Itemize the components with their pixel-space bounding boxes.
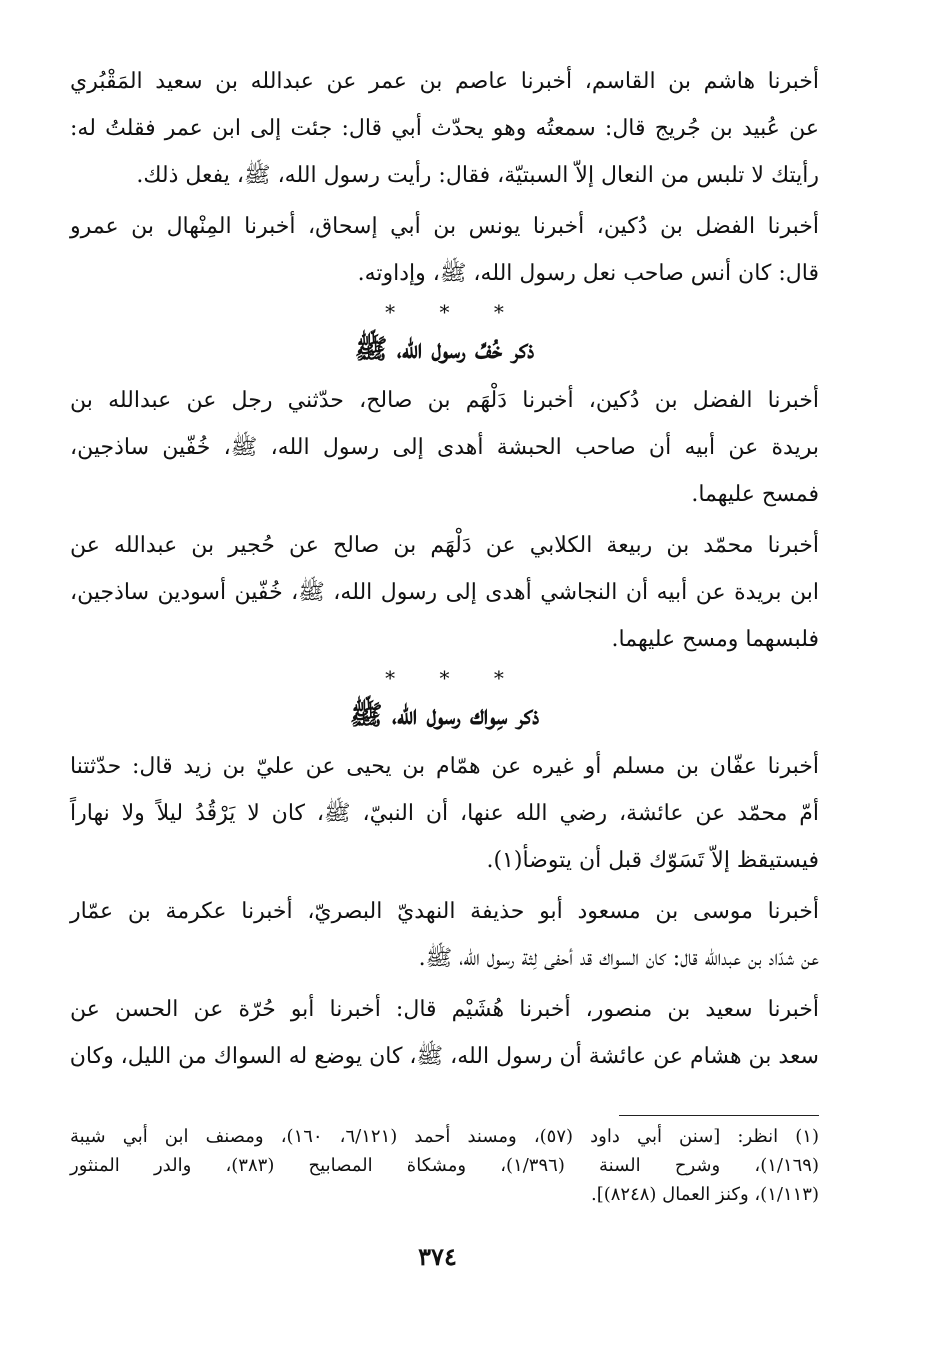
text-line: أخبرنا الفضل بن دُكين، أخبرنا يونس بن أبي إسحاق، أخبرنا المِنْهال بن عمرو	[70, 214, 819, 239]
paragraph-6	[70, 888, 819, 982]
paragraph-3	[70, 377, 819, 518]
footnote	[70, 1122, 819, 1209]
text-line: رأيتك لا تلبس من النعال إلاّ السبتيّة، فقال: رأيت رسول الله، ﷺ، يفعل ذلك.	[136, 163, 819, 188]
text-line: فلبسهما ومسح عليهما.	[611, 627, 819, 652]
paragraph-1	[70, 58, 819, 199]
text-line: بريدة عن أبيه أن صاحب الحبشة أهدى إلى رسول الله، ﷺ، خُفّين ساذجين،	[70, 435, 819, 460]
paragraph-7	[70, 986, 819, 1080]
text-line: أخبرنا محمّد بن ربيعة الكلابي عن دَلْهَم بن صالح عن حُجير بن عبدالله عن	[70, 533, 819, 558]
text-line: فيستيقظ إلاّ تَسَوّك قبل أن يتوضأ(١).	[486, 848, 819, 873]
section-heading-siwak: ذكر سِواك رسول الله، ﷺ	[349, 700, 540, 731]
footnote-line: (١/١١٣)، وكنز العمال (٨٢٤٨)].	[590, 1184, 819, 1205]
text-line: أخبرنا سعيد بن منصور، أخبرنا هُشَيْم قال: أخبرنا أبو حُرّة عن الحسن عن	[70, 997, 819, 1022]
text-line: سعد بن هشام عن عائشة أن رسول الله، ﷺ، كان يوضع له السواك من الليل، وكان	[69, 1044, 819, 1069]
page-body	[70, 58, 819, 1080]
paragraph-5	[70, 743, 819, 884]
text-line: عن شدّاد بن عبدالله قال: كان السواك قد أحفى لِثة رسول الله، ﷺ.	[418, 946, 819, 971]
text-line: أمّ محمّد عن عائشة، رضي الله عنها، أن النبيّ، ﷺ، كان لا يَرْقُدُ ليلاً ولا نهاراً	[70, 801, 819, 826]
text-line: أخبرنا عفّان بن مسلم أو غيره عن همّام بن يحيى عن عليّ بن زيد قال: حدّثتنا	[70, 754, 819, 779]
text-line: أخبرنا الفضل بن دُكين، أخبرنا دَلْهَم بن صالح، حدّثني رجل عن عبدالله بن	[70, 388, 819, 413]
footnote-divider	[619, 1115, 819, 1116]
text-line: فمسح عليهما.	[691, 482, 819, 507]
text-line: أخبرنا موسى بن مسعود أبو حذيفة النهديّ البصريّ، أخبرنا عكرمة بن عمّار	[70, 899, 819, 924]
text-line: قال: كان أنس صاحب نعل رسول الله، ﷺ، وإداوته.	[357, 261, 819, 286]
footnote-line: (١/١٦٩)، وشرح السنة (١/٣٩٦)، ومشكاة المصابيح (٣٨٣)، والدر المنثور	[70, 1155, 819, 1176]
section-divider-stars: * * *	[385, 666, 504, 690]
section-divider-stars: * * *	[385, 300, 504, 324]
paragraph-2	[70, 203, 819, 297]
section-heading-khuff: ذكر خُفِّ رسول الله، ﷺ	[354, 334, 535, 365]
text-line: أخبرنا هاشم بن القاسم، أخبرنا عاصم بن عمر عن عبدالله بن سعيد المَقْبُري	[70, 69, 819, 94]
text-line: ابن بريدة عن أبيه أن النجاشي أهدى إلى رسول الله، ﷺ، خُفّين أسودين ساذجين،	[70, 580, 819, 605]
page-number: ٣٧٤	[418, 1242, 457, 1271]
paragraph-4	[70, 522, 819, 663]
footnote-line: (١) انظر: [سنن أبي داود (٥٧)، ومسند أحمد (٦/١٢١، ١٦٠)، ومصنف ابن أبي شيبة	[70, 1126, 819, 1147]
text-line: عن عُبيد بن جُريج قال: سمعتُه وهو يحدّث أبي قال: جئت إلى ابن عمر فقلتُ له:	[70, 116, 819, 141]
